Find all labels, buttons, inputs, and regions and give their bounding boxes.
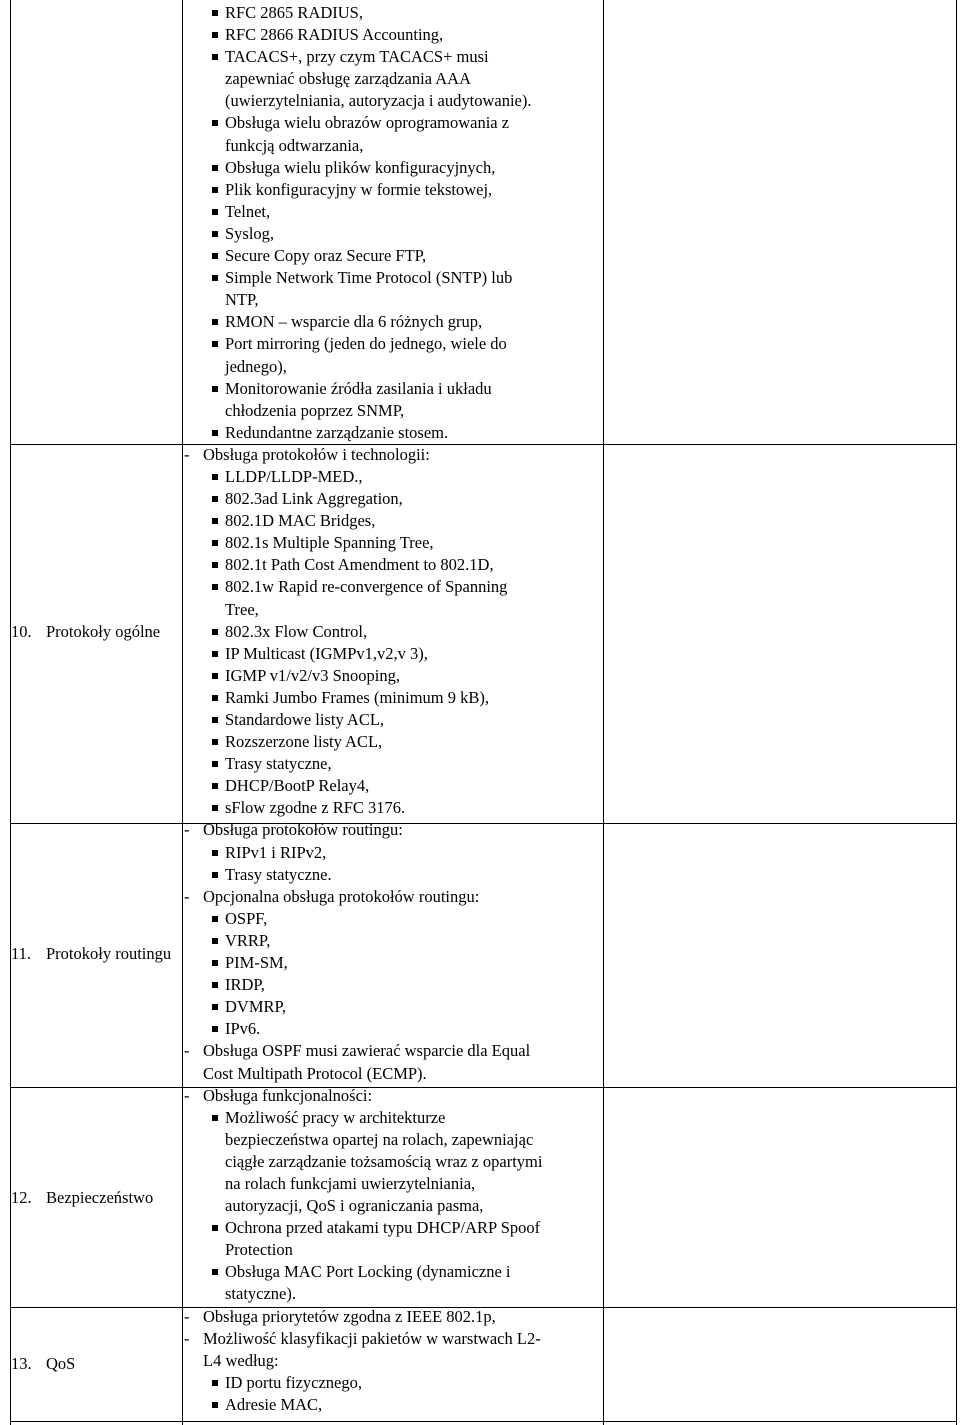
spec-text: Monitorowanie źródła zasilania i układu <box>225 378 492 398</box>
bullet-continuation <box>184 1195 600 1217</box>
bullet-continuation <box>184 1283 600 1305</box>
spec-text: 802.3x Flow Control, <box>225 621 368 641</box>
spec-text: Tree, <box>225 599 259 619</box>
row-category: Bezpieczeństwo <box>46 1188 154 1207</box>
square-bullet-icon <box>212 341 218 347</box>
bullet-item <box>184 1018 600 1040</box>
row-label-11 <box>0 944 182 966</box>
dash-continuation <box>184 1350 600 1372</box>
bullet-item <box>184 775 600 797</box>
spec-text: ciągłe zarządzanie tożsamością wraz z opartymi <box>225 1151 543 1171</box>
bullet-continuation <box>184 1129 600 1151</box>
bullet-item <box>184 24 600 46</box>
bullet-continuation <box>184 599 600 621</box>
spec-text: Protection <box>225 1240 293 1260</box>
square-bullet-icon <box>212 872 218 878</box>
bullet-item <box>184 311 600 333</box>
spec-text: IPv6. <box>225 1019 261 1039</box>
square-bullet-icon <box>212 275 218 281</box>
spec-text: bezpieczeństwa opartej na rolach, zapewniając <box>225 1129 534 1149</box>
square-bullet-icon <box>212 783 218 789</box>
spec-text: 802.1D MAC Bridges, <box>225 511 376 531</box>
square-bullet-icon <box>212 540 218 546</box>
dash-continuation <box>184 1063 600 1085</box>
dash-item <box>184 1040 600 1062</box>
bullet-item <box>184 797 600 819</box>
square-bullet-icon <box>212 717 218 723</box>
square-bullet-icon <box>212 474 218 480</box>
bullet-item <box>184 333 600 355</box>
square-bullet-icon <box>212 960 218 966</box>
square-bullet-icon <box>212 1026 218 1032</box>
square-bullet-icon <box>212 10 218 16</box>
spec-text: Standardowe listy ACL, <box>225 710 385 729</box>
spec-text: Trasy statyczne, <box>225 754 332 774</box>
spec-text: Plik konfiguracyjny w formie tekstowej, <box>225 179 493 199</box>
square-bullet-icon <box>212 982 218 988</box>
spec-text: RIPv1 i RIPv2, <box>225 842 327 862</box>
row-number: 12. <box>11 1188 32 1207</box>
bullet-item <box>184 908 600 930</box>
spec-text: 802.1w Rapid re-convergence of Spanning <box>225 577 508 597</box>
square-bullet-icon <box>212 1269 218 1275</box>
bullet-item <box>184 996 600 1018</box>
spec-text: IRDP, <box>225 975 265 995</box>
square-bullet-icon <box>212 1402 218 1408</box>
table-border-left <box>10 0 11 1425</box>
spec-text: Obsługa funkcjonalności: <box>203 1085 373 1105</box>
dash-marker: - <box>184 444 190 464</box>
dash-item <box>184 444 600 466</box>
spec-text: Obsługa OSPF musi zawierać wsparcie dla Equal <box>203 1041 531 1061</box>
bullet-continuation <box>184 135 600 157</box>
square-bullet-icon <box>212 54 218 60</box>
spec-text: DVMRP, <box>225 997 286 1017</box>
square-bullet-icon <box>212 120 218 126</box>
spec-text: RFC 2866 RADIUS Accounting, <box>225 25 444 45</box>
spec-text: NTP, <box>225 290 259 310</box>
bullet-item <box>184 709 600 731</box>
spec-text: 802.1s Multiple Spanning Tree, <box>225 533 434 553</box>
bullet-continuation <box>184 1151 600 1173</box>
square-bullet-icon <box>212 562 218 568</box>
bullet-item <box>184 974 600 996</box>
spec-text: chłodzenia poprzez SNMP, <box>225 400 405 420</box>
square-bullet-icon <box>212 916 218 922</box>
dash-item <box>184 819 600 841</box>
table-border-label <box>182 0 183 1425</box>
spec-text: Simple Network Time Protocol (SNTP) lub <box>225 268 513 288</box>
spec-text: Ochrona przed atakami typu DHCP/ARP Spoof <box>225 1218 541 1238</box>
spec-text: RMON – wsparcie dla 6 różnych grup, <box>225 312 483 332</box>
spec-text: Obsługa priorytetów zgodna z IEEE 802.1p, <box>203 1306 496 1326</box>
square-bullet-icon <box>212 629 218 635</box>
bullet-item <box>184 201 600 223</box>
row-category: Protokoły ogólne <box>46 622 161 641</box>
row-category: Protokoły routingu <box>46 944 172 963</box>
row-number: 10. <box>11 622 32 641</box>
bullet-item <box>184 1372 600 1394</box>
square-bullet-icon <box>212 695 218 701</box>
bullet-continuation <box>184 356 600 378</box>
bullet-item <box>184 223 600 245</box>
bullet-item <box>184 245 600 267</box>
spec-text: Trasy statyczne. <box>225 864 332 884</box>
spec-text: IP Multicast (IGMPv1,v2,v 3), <box>225 643 428 663</box>
square-bullet-icon <box>212 32 218 38</box>
spec-text: PIM-SM, <box>225 953 288 973</box>
bullet-continuation <box>184 1173 600 1195</box>
dash-item <box>184 886 600 908</box>
bullet-item <box>184 753 600 775</box>
bullet-item <box>184 157 600 179</box>
spec-text: Obsługa MAC Port Locking (dynamiczne i <box>225 1262 511 1282</box>
spec-text: (uwierzytelniania, autoryzacja i audytowanie). <box>225 91 532 111</box>
spec-column <box>184 2 600 1416</box>
bullet-item <box>184 112 600 134</box>
bullet-continuation <box>184 68 600 90</box>
spec-text: Rozszerzone listy ACL, <box>225 732 383 752</box>
bullet-continuation <box>184 289 600 311</box>
bullet-item <box>184 687 600 709</box>
spec-text: Możliwość klasyfikacji pakietów w warstwach L2- <box>203 1328 541 1348</box>
table-border-right <box>956 0 957 1425</box>
bullet-item <box>184 643 600 665</box>
square-bullet-icon <box>212 1225 218 1231</box>
spec-text: Secure Copy oraz Secure FTP, <box>225 246 427 266</box>
row-number: 11. <box>11 944 32 963</box>
dash-marker: - <box>184 1041 190 1061</box>
row-category: QoS <box>46 1354 76 1373</box>
spec-text: Opcjonalna obsługa protokołów routingu: <box>203 886 480 906</box>
square-bullet-icon <box>212 850 218 856</box>
bullet-item <box>184 532 600 554</box>
bullet-item <box>184 179 600 201</box>
dash-marker: - <box>184 820 190 840</box>
bullet-item <box>184 576 600 598</box>
spec-text: Obsługa protokołów routingu: <box>203 820 403 840</box>
spec-text: Syslog, <box>225 223 275 243</box>
square-bullet-icon <box>212 584 218 590</box>
dash-marker: - <box>184 1328 190 1348</box>
bullet-item <box>184 46 600 68</box>
table-border-bottom <box>10 1421 957 1422</box>
spec-text: autoryzacji, QoS i ograniczania pasma, <box>225 1196 484 1216</box>
bullet-item <box>184 842 600 864</box>
square-bullet-icon <box>212 1004 218 1010</box>
bullet-item <box>184 510 600 532</box>
bullet-item <box>184 952 600 974</box>
square-bullet-icon <box>212 165 218 171</box>
spec-text: zapewniać obsługę zarządzania AAA <box>225 69 472 89</box>
bullet-item <box>184 466 600 488</box>
square-bullet-icon <box>212 209 218 215</box>
bullet-item <box>184 1394 600 1416</box>
square-bullet-icon <box>212 761 218 767</box>
bullet-item <box>184 1261 600 1283</box>
spec-text: Obsługa wielu plików konfiguracyjnych, <box>225 157 496 177</box>
spec-text: IGMP v1/v2/v3 Snooping, <box>225 665 400 685</box>
square-bullet-icon <box>212 430 218 436</box>
bullet-item <box>184 378 600 400</box>
bullet-item <box>184 621 600 643</box>
spec-text: Ramki Jumbo Frames (minimum 9 kB), <box>225 687 489 707</box>
square-bullet-icon <box>212 496 218 502</box>
spec-text: funkcją odtwarzania, <box>225 135 364 155</box>
square-bullet-icon <box>212 187 218 193</box>
dash-item <box>184 1085 600 1107</box>
square-bullet-icon <box>212 518 218 524</box>
spec-text: sFlow zgodne z RFC 3176. <box>225 798 406 818</box>
spec-text: ID portu fizycznego, <box>225 1372 362 1392</box>
spec-text: jednego), <box>225 356 287 376</box>
spec-text: Obsługa wielu obrazów oprogramowania z <box>225 113 510 133</box>
spec-text: na rolach funkcjami uwierzytelniania, <box>225 1173 476 1193</box>
spec-text: Telnet, <box>225 201 271 221</box>
spec-text: Redundantne zarządzanie stosem. <box>225 422 449 442</box>
spec-text: RFC 2865 RADIUS, <box>225 3 363 22</box>
bullet-continuation <box>184 90 600 112</box>
bullet-item <box>184 488 600 510</box>
dash-marker: - <box>184 886 190 906</box>
row-number: 13. <box>11 1354 32 1373</box>
spec-text: Port mirroring (jeden do jednego, wiele do <box>225 334 507 354</box>
dash-item <box>184 1306 600 1328</box>
bullet-item <box>184 2 600 24</box>
spec-text: VRRP, <box>225 930 271 950</box>
square-bullet-icon <box>212 231 218 237</box>
spec-text: 802.3ad Link Aggregation, <box>225 489 403 509</box>
bullet-item <box>184 422 600 444</box>
dash-marker: - <box>184 1306 190 1326</box>
bullet-item <box>184 267 600 289</box>
square-bullet-icon <box>212 253 218 259</box>
square-bullet-icon <box>212 386 218 392</box>
square-bullet-icon <box>212 673 218 679</box>
square-bullet-icon <box>212 1380 218 1386</box>
bullet-item <box>184 864 600 886</box>
bullet-item <box>184 731 600 753</box>
spec-text: statyczne). <box>225 1284 297 1304</box>
spec-text: 802.1t Path Cost Amendment to 802.1D, <box>225 555 494 575</box>
spec-text: Obsługa protokołów i technologii: <box>203 444 430 464</box>
row-label-13 <box>0 1354 182 1376</box>
row-label-10 <box>0 622 182 644</box>
bullet-item <box>184 554 600 576</box>
bullet-item <box>184 930 600 952</box>
spec-text: TACACS+, przy czym TACACS+ musi <box>225 47 489 67</box>
table-border-spec <box>603 0 604 1425</box>
spec-text: Adresie MAC, <box>225 1394 323 1414</box>
spec-text: DHCP/BootP Relay4, <box>225 776 370 796</box>
bullet-item <box>184 665 600 687</box>
square-bullet-icon <box>212 938 218 944</box>
bullet-item <box>184 1107 600 1129</box>
square-bullet-icon <box>212 739 218 745</box>
bullet-item <box>184 1217 600 1239</box>
square-bullet-icon <box>212 651 218 657</box>
row-label-12 <box>0 1188 182 1210</box>
spec-text: Cost Multipath Protocol (ECMP). <box>203 1063 427 1083</box>
spec-text: Możliwość pracy w architekturze <box>225 1107 446 1127</box>
spec-text: LLDP/LLDP-MED., <box>225 466 363 486</box>
spec-text: OSPF, <box>225 908 268 928</box>
bullet-continuation <box>184 400 600 422</box>
square-bullet-icon <box>212 319 218 325</box>
spec-text: L4 według: <box>203 1350 279 1370</box>
dash-item <box>184 1328 600 1350</box>
square-bullet-icon <box>212 805 218 811</box>
bullet-continuation <box>184 1239 600 1261</box>
dash-marker: - <box>184 1085 190 1105</box>
square-bullet-icon <box>212 1115 218 1121</box>
